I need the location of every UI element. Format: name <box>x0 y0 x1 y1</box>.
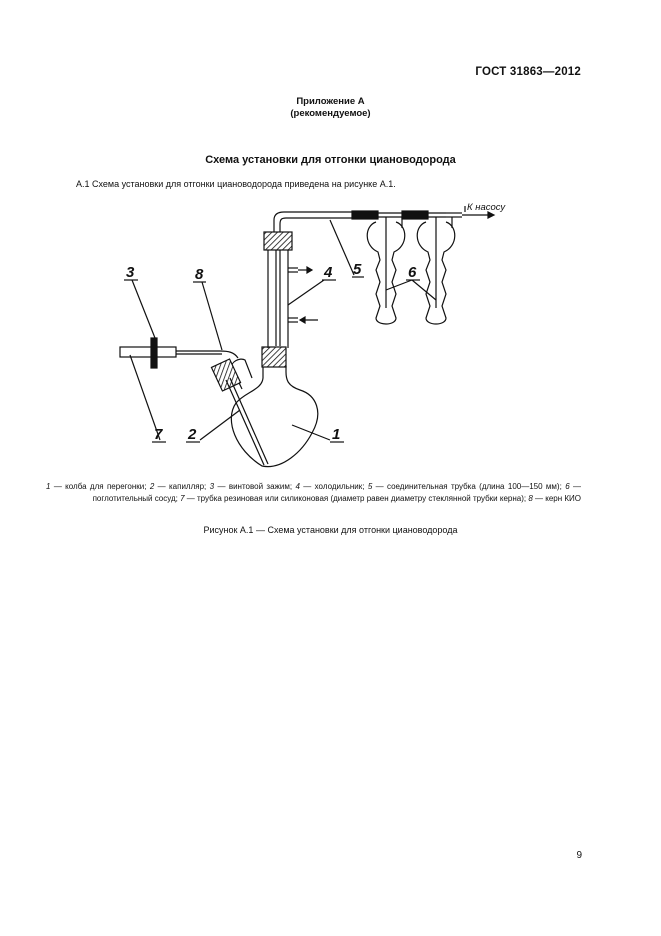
label-4: 4 <box>324 264 333 281</box>
apparatus-diagram <box>0 195 661 480</box>
legend-item-number: 3 <box>209 482 215 491</box>
legend-item-text: — соединительная трубка (длина 100—150 мм); <box>372 482 566 491</box>
legend-item-text: — керн КИО <box>532 494 581 503</box>
legend-item-text: — холодильник; <box>299 482 368 491</box>
legend-item <box>368 482 565 491</box>
standard-header: ГОСТ 31863—2012 <box>475 66 581 78</box>
paragraph-a1: А.1 Схема установки для отгонки циановодорода приведена на рисунке А.1. <box>76 179 396 189</box>
legend-item-number: 7 <box>180 494 185 503</box>
scheme-title: Схема установки для отгонки циановодорода <box>205 154 456 166</box>
legend-item <box>210 482 296 491</box>
legend-item-number: 6 <box>565 482 570 491</box>
condenser-top-stopper <box>264 232 292 250</box>
legend-item-number: 5 <box>367 482 373 491</box>
distillation-flask <box>231 366 317 467</box>
flask-stopper <box>262 347 286 367</box>
label-3: 3 <box>126 264 135 281</box>
label-1: 1 <box>332 426 341 443</box>
appendix-title: Приложение А <box>296 96 365 107</box>
figure-caption: Рисунок А.1 — Схема установки для отгонки циановодорода <box>203 525 458 535</box>
legend-item-number: 8 <box>528 494 533 503</box>
legend-item-number: 4 <box>295 482 300 491</box>
legend-item <box>150 482 210 491</box>
legend-item-text: — винтовой зажим; <box>214 482 296 491</box>
label-6: 6 <box>408 264 417 281</box>
legend-item-text: — капилляр; <box>154 482 210 491</box>
connecting-tube <box>352 211 378 219</box>
legend-item-text: — поглотительный сосуд; <box>92 482 582 503</box>
legend-item <box>528 494 581 503</box>
label-7: 7 <box>154 426 163 443</box>
label-2: 2 <box>188 426 197 443</box>
legend-item-number: 1 <box>46 482 51 491</box>
legend-item <box>180 494 528 503</box>
condenser <box>268 248 288 348</box>
page-number: 9 <box>576 850 582 861</box>
pump-label: К насосу <box>467 202 506 213</box>
rubber-tube <box>120 347 176 357</box>
legend-item-number: 2 <box>149 482 155 491</box>
legend-item-text: — трубка резиновая или силиконовая (диаметр равен диаметру стеклянной трубки керна); <box>184 494 529 503</box>
label-5: 5 <box>353 261 362 278</box>
legend-item <box>46 482 150 491</box>
legend-item <box>295 482 367 491</box>
screw-clamp <box>151 338 157 368</box>
legend-item-text: — колба для перегонки; <box>50 482 150 491</box>
label-8: 8 <box>195 266 204 283</box>
figure-legend <box>46 481 581 505</box>
kern-stopper <box>211 359 240 391</box>
appendix-subtitle: (рекомендуемое) <box>290 108 371 119</box>
